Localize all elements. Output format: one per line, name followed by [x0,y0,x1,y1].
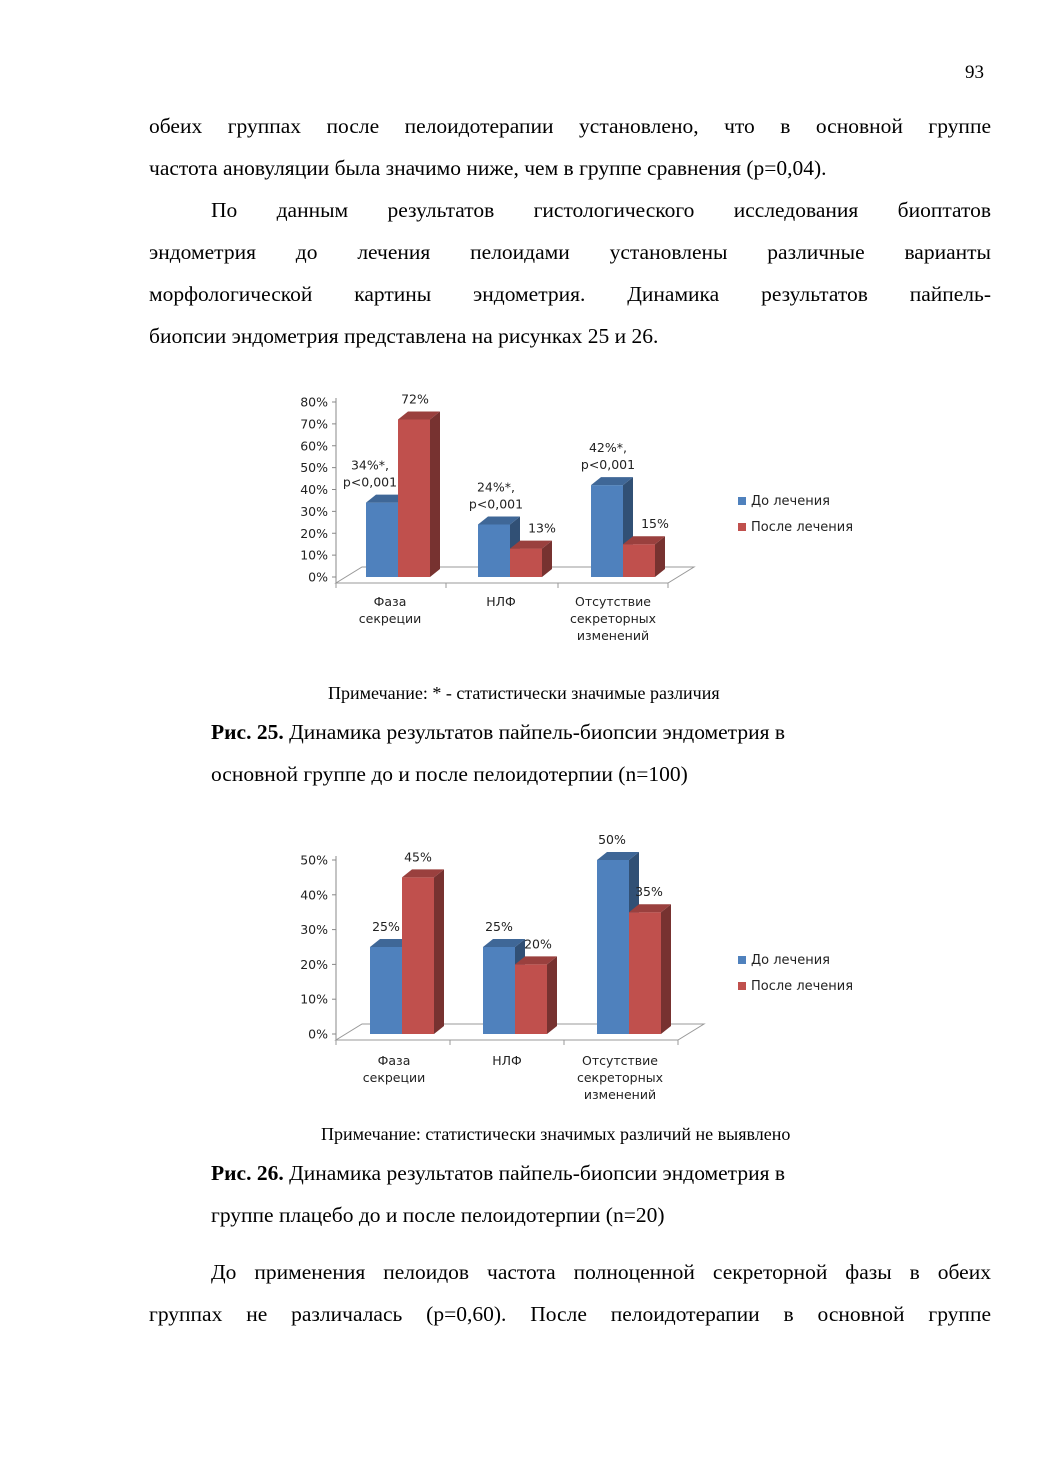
y-tick-label: 20% [300,525,328,541]
figure-26-caption [211,1152,785,1236]
page-number: 93 [965,62,984,83]
y-tick-label: 70% [300,416,328,432]
data-label: 20% [524,936,552,952]
x-category-label: секреции [362,1070,426,1085]
bar-front [623,544,655,577]
paragraph-2 [149,189,991,357]
figure-26-title: Динамика результатов пайпель-биопсии эндометрия в [283,1161,786,1185]
y-tick-label: 20% [300,956,328,972]
legend-label: После лечения [751,520,854,535]
data-label: 25% [372,919,400,934]
y-tick-label: 10% [300,547,328,563]
data-label: 35% [635,884,663,900]
data-label: 25% [485,919,513,934]
data-label: 72% [401,391,429,407]
bar-side [434,869,444,1034]
data-label: 34%*, [350,457,390,473]
bar-front [398,420,430,578]
text-line: биопсии эндометрия представлена на рисунках 25 и 26. [149,324,659,348]
figure-25-title-line2: основной группе до и после пелоидотерпии (n=100) [211,762,688,786]
figure-25-label: Рис. 25. [211,720,284,744]
y-tick-label: 0% [308,569,328,585]
legend-swatch [738,497,746,505]
x-category-label: изменений [583,1087,657,1102]
bar-front [510,549,542,577]
paragraph-3 [149,1251,991,1335]
bar-front [597,860,629,1034]
y-tick-label: 30% [300,922,328,938]
text-line: До применения пелоидов частота полноценной секреторной фазы в обеих [211,1260,991,1284]
legend-label: До лечения [751,953,830,968]
legend-label: После лечения [751,979,854,994]
text-line: эндометрия до лечения пелоидами установлены различные варианты [149,240,991,264]
data-label: p<0,001 [468,496,524,512]
text-line: морфологической картины эндометрия. Динамика результатов пайпель- [149,282,991,306]
figure-26-chart [270,825,890,1110]
x-category-label: НЛФ [486,594,516,609]
bar-side [661,904,671,1034]
bar-front [515,964,547,1034]
x-category-label: изменений [576,628,650,643]
legend-label: До лечения [751,494,830,509]
x-category-label: НЛФ [492,1053,522,1068]
data-label: 50% [598,832,626,847]
figure-25-title: Динамика результатов пайпель-биопсии эндометрия в [283,720,786,744]
x-category-label: секреторных [569,611,657,626]
legend-swatch [738,956,746,964]
bar-front [591,485,623,577]
x-category-label: Фаза [373,594,407,609]
figure-25-chart [270,380,890,660]
data-label: 24%*, [476,479,516,495]
x-category-label: Отсутствие [574,594,652,609]
legend-swatch [738,982,746,990]
y-tick-label: 40% [300,482,328,497]
text-line: обеих группах после пелоидотерапии установлено, что в основной группе [149,114,991,138]
y-tick-label: 80% [300,394,328,410]
figure-25-caption [211,711,785,795]
figure-25-note: Примечание: * - статистически значимые различия [328,683,720,703]
x-category-label: Фаза [377,1053,411,1068]
y-tick-label: 50% [300,460,328,476]
bar-front [629,912,661,1034]
bar-front [370,947,402,1034]
data-label: p<0,001 [342,474,398,490]
data-label: 45% [404,849,432,865]
data-label: p<0,001 [580,457,636,473]
text-line: частота ановуляции была значимо ниже, чем в группе сравнения (р=0,04). [149,156,827,180]
y-tick-label: 50% [300,852,328,868]
text-line: группах не различалась (р=0,60). После пелоидотерапии в основной группе [149,1302,991,1326]
bar-front [402,877,434,1034]
bar-front [366,503,398,577]
text-line: По данным результатов гистологического исследования биоптатов [211,198,991,222]
data-label: 15% [641,516,669,532]
y-tick-label: 60% [300,438,328,454]
bar-front [483,947,515,1034]
x-category-label: секреции [358,611,422,626]
x-category-label: Отсутствие [581,1053,659,1068]
y-tick-label: 40% [300,887,328,903]
bar-front [478,525,510,578]
figure-26-title-line2: группе плацебо до и после пелоидотерпии (n=20) [211,1203,665,1227]
data-label: 42%*, [588,440,628,456]
bar-side [430,412,440,578]
x-category-label: секреторных [576,1070,664,1085]
y-tick-label: 10% [300,991,328,1007]
figure-26-label: Рис. 26. [211,1161,284,1185]
figure-26-note: Примечание: статистически значимых различий не выявлено [321,1124,791,1144]
y-tick-label: 30% [300,503,328,519]
y-tick-label: 0% [308,1026,328,1042]
paragraph-1 [149,105,991,189]
data-label: 13% [528,520,556,536]
bar-side [547,956,557,1034]
legend-swatch [738,523,746,531]
